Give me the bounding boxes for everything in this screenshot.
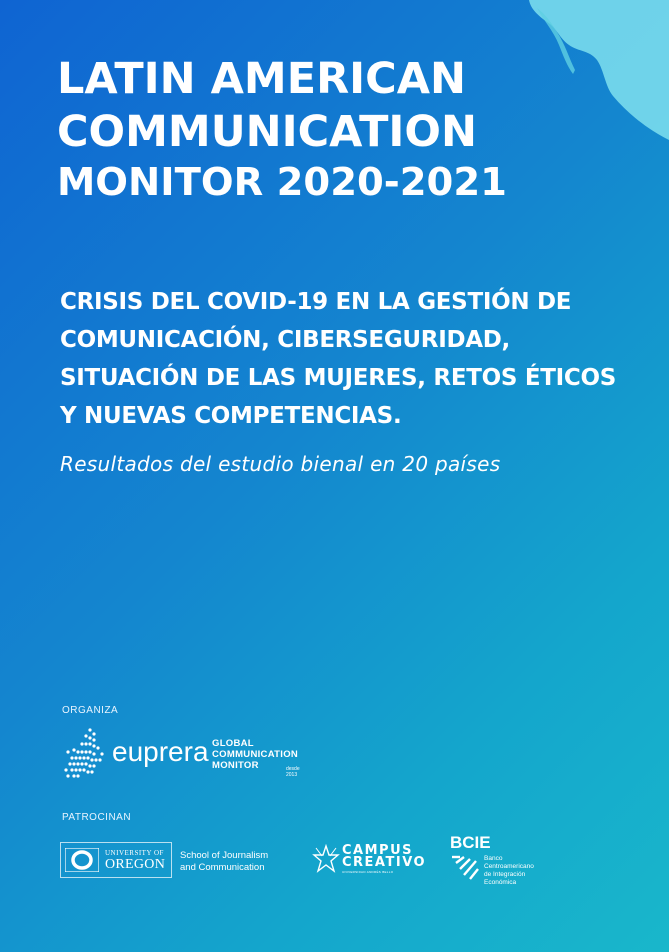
oregon-logo xyxy=(60,842,290,880)
bcie-name: BCIE xyxy=(450,833,491,852)
gcm-since: desde 2013 xyxy=(286,766,300,778)
bcie-line-1: Banco xyxy=(484,855,503,862)
sjc-line-2: and Communication xyxy=(180,862,265,873)
campus-line-1: CAMPUS xyxy=(342,843,413,858)
title-line-1: LATIN AMERICAN xyxy=(57,54,467,104)
gcm-line-3: MONITOR xyxy=(212,760,259,771)
bcie-line-2: Centroamericano xyxy=(484,863,534,870)
title-line-3: MONITOR 2020-2021 xyxy=(57,160,507,205)
euprera-dots-icon xyxy=(62,726,108,780)
cover-results-line: Resultados del estudio bienal en 20 países xyxy=(60,452,501,476)
campus-line-3: UNIVERSIDAD ANDRÉS BELLO xyxy=(342,870,394,874)
campus-star-icon xyxy=(312,844,340,874)
campus-line-2: CREATIVO xyxy=(342,855,427,870)
sjc-line-1: School of Journalism xyxy=(180,850,269,861)
bcie-logo xyxy=(450,833,560,893)
bcie-stripes-icon xyxy=(450,855,480,881)
euprera-wordmark: euprera xyxy=(112,736,209,767)
gcm-line-1: GLOBAL xyxy=(212,738,254,749)
bcie-description xyxy=(484,855,534,887)
patrocinan-label: PATROCINAN xyxy=(62,812,132,823)
oregon-university-of: UNIVERSITY OF xyxy=(105,849,164,857)
organiza-label: ORGANIZA xyxy=(62,705,119,716)
oregon-o-icon xyxy=(65,848,99,872)
oregon-name: OREGON xyxy=(105,857,166,872)
sjc-text xyxy=(180,850,268,874)
campus-creativo-logo xyxy=(312,842,432,878)
euprera-logo xyxy=(62,726,312,780)
title-line-2: COMMUNICATION xyxy=(57,107,477,157)
cover-subtitle: CRISIS DEL COVID-19 EN LA GESTIÓN DE COMUNICACIÓN, CIBERSEGURIDAD, SITUACIÓN DE LAS MUJERES, RETOS ÉTICOS Y NUEVAS COMPETENCIAS. xyxy=(60,289,617,429)
bcie-line-3: de Integración xyxy=(484,871,526,878)
map-decoration xyxy=(509,0,669,140)
gcm-line-2: COMMUNICATION xyxy=(212,749,299,760)
bcie-line-4: Económica xyxy=(484,879,517,886)
cover-title xyxy=(57,54,507,205)
oregon-logo-frame xyxy=(60,842,172,878)
